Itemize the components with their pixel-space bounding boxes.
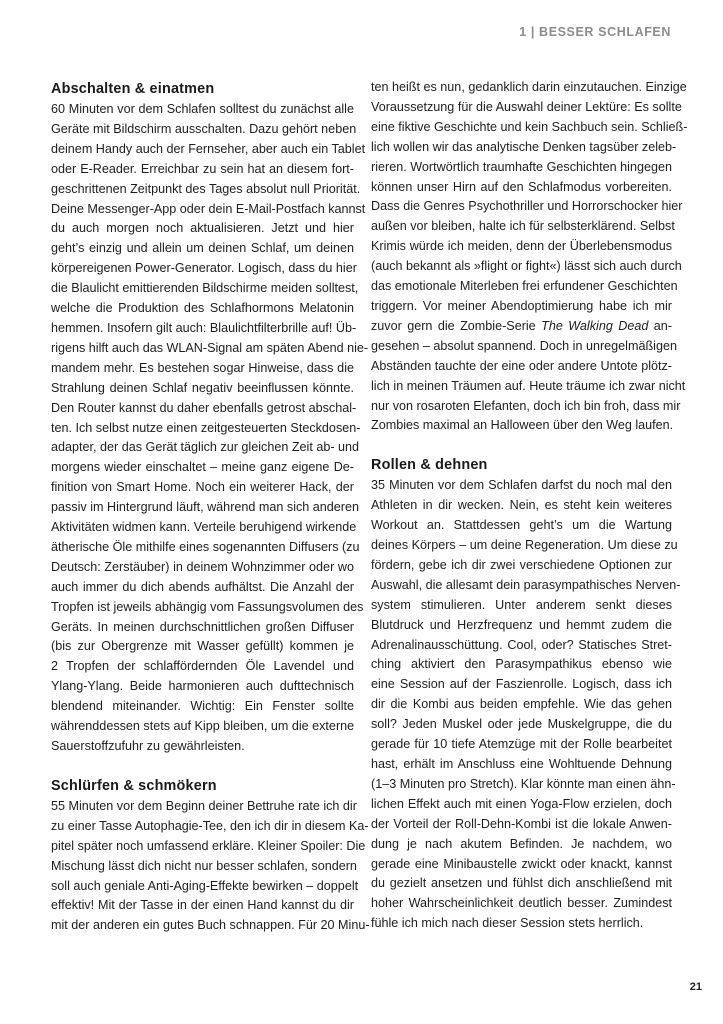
text-fragment: passiv im Hintergrund läuft, während man sich anderen	[51, 500, 360, 515]
text-fragment: Mischung lässt dich nicht nur besser schlafen, sondern	[51, 858, 357, 873]
text-fragment: soll? Jeden Muskel oder jede Muskelgruppe, die du	[371, 717, 672, 732]
text-line	[51, 478, 354, 498]
text-line	[51, 558, 354, 578]
text-fragment: hast, erhält im Anschluss eine Wohltuende Dehnung	[371, 757, 672, 771]
text-fragment: Auswahl, die allesamt dein parasympathisches Nerven-	[371, 577, 681, 592]
text-line	[51, 399, 357, 419]
text-line	[51, 419, 361, 439]
text-line	[371, 596, 672, 616]
text-fragment: 35 Minuten vor dem Schlafen darfst du noch mal den	[371, 478, 672, 493]
text-fragment: mit der anderen ein gutes Buch schnappen. Für 20 Minu-	[51, 918, 370, 933]
text-line	[371, 516, 672, 536]
text-fragment: eine Session auf der Faszienrolle. Logisch, dass ich	[371, 677, 672, 692]
heading-rollen: Rollen & dehnen	[371, 457, 488, 474]
text-line	[371, 874, 672, 894]
text-fragment: gesehen – absolut spannend. Doch in unregelmäßigen	[371, 338, 677, 353]
text-line	[371, 297, 672, 317]
text-line	[51, 259, 357, 279]
left-column	[51, 78, 370, 936]
text-fragment: morgens wieder einschaltet – meine ganz eigene De-	[51, 460, 354, 475]
text-fragment: Deutsch: Zerstäuber) in deinem Wohnzimmer oder wo	[51, 559, 354, 574]
text-line	[371, 178, 672, 198]
text-fragment: Deine Messenger-App oder dein E-Mail-Postfach kannst	[51, 201, 366, 216]
text-fragment: Blutdruck und Herzfrequenz und hemmt zudem die	[371, 617, 672, 632]
text-fragment: triggern. Vor meiner Abendoptimierung habe ich mir	[371, 298, 672, 313]
text-fragment: ten. Ich selbst nutze einen zeitgesteuerten Steckdosen-	[51, 420, 361, 435]
text-line	[51, 458, 354, 478]
text-fragment: pitel später noch umfassend erkläre. Kleiner Spoiler: Die	[51, 838, 366, 853]
text-line	[51, 697, 354, 717]
text-line	[371, 158, 672, 178]
text-line	[51, 717, 354, 737]
body-schluerfen-continued	[371, 78, 688, 436]
text-line	[371, 616, 672, 636]
body-abschalten	[51, 100, 369, 757]
text-line	[371, 894, 672, 914]
text-fragment: (bis zur Obergrenze mit Wasser gefüllt) kommen je	[51, 639, 354, 654]
text-line	[371, 735, 672, 755]
text-fragment: deinem Handy auch der Fernseher, aber auch ein Tablet	[51, 141, 366, 156]
text-line	[371, 377, 686, 397]
text-fragment: 55 Minuten vor dem Beginn deiner Bettruhe rate ich dir	[51, 798, 357, 813]
text-fragment: dir die Kombi aus beiden empfehle. Wie das gehen	[371, 697, 672, 712]
text-fragment: dung je nach akutem Befinden. Je nachdem, wo	[371, 836, 672, 851]
text-fragment: (1–3 Minuten pro Stretch). Klar könnte man einen ähn-	[371, 776, 676, 791]
text-fragment: lich in meinen Träumen auf. Heute träume ich zwar nicht	[371, 378, 686, 393]
text-fragment: system stimulieren. Unter anderem senkt dieses	[371, 597, 672, 612]
text-fragment: du gezielt ansetzen und fühlst dich anschließend mit	[371, 876, 672, 891]
text-fragment: fördern, gebe ich dir zwei verschiedene Optionen zur	[371, 557, 672, 572]
text-fragment: Workout an. Stattdessen geht’s um die Wartung	[371, 518, 672, 533]
text-fragment: Tropfen ist jeweils abhängig vom Fassungsvolumen des	[51, 599, 364, 614]
right-column	[371, 78, 688, 934]
text-fragment: Geräte mit Bildschirm ausschalten. Dazu gehört neben	[51, 121, 357, 136]
text-fragment: 2 Tropfen der schlaffördernden Öle Lavendel und	[51, 659, 354, 674]
text-fragment: Den Router kannst du daher ebenfalls getrost abschal-	[51, 400, 357, 415]
text-line	[51, 598, 364, 618]
text-fragment: Athleten in dir wecken. Nein, es steht kein weiteres	[371, 498, 672, 513]
text-fragment: zuvor gern die Zombie-Serie	[371, 318, 542, 333]
text-line	[51, 100, 354, 120]
text-fragment: Ylang-Ylang. Beide harmonieren auch dufttechnisch	[51, 679, 354, 694]
text-line	[371, 257, 682, 277]
text-fragment: Dass die Genres Psychothriller und Horrorschocker hier	[371, 199, 683, 214]
text-line	[51, 160, 354, 180]
text-fragment: effektiv! Mit der Tasse in der einen Hand kannst du dir	[51, 898, 354, 913]
text-fragment: außen vor bleiben, halte ich für selbsterklärend. Selbst	[371, 219, 675, 234]
text-fragment: hemmen. Insofern gilt auch: Blaulichtfilterbrille auf! Üb-	[51, 320, 357, 335]
text-fragment: die Blaulicht emittierenden Bildschirme meiden solltest,	[51, 281, 359, 296]
heading-schluerfen: Schlürfen & schmökern	[51, 777, 217, 794]
text-fragment: finition von Smart Home. Noch ein weiterer Hack, der	[51, 480, 354, 495]
text-line	[51, 239, 354, 259]
text-fragment: mandem mehr. Es bestehen sogar Hinweise, dass die	[51, 360, 354, 375]
text-fragment: der Vorteil der Roll-Dehn-Kombi ist die lokale Anwen-	[371, 816, 672, 831]
text-fragment: welche die Produktion des Schlafhormons Melatonin	[51, 301, 354, 316]
text-fragment: Zombies maximal an Halloween über den Weg laufen.	[371, 418, 674, 433]
text-line	[371, 576, 681, 596]
text-line	[51, 379, 354, 399]
text-line	[371, 675, 672, 695]
text-fragment: Sauerstoffzufuhr zu gewährleisten.	[51, 739, 245, 753]
text-line	[371, 337, 677, 357]
text-line	[51, 299, 354, 319]
text-line	[371, 98, 682, 118]
text-fragment: Adrenalinausschüttung. Cool, oder? Statisches Stret-	[371, 637, 672, 652]
text-line	[371, 138, 677, 158]
body-schluerfen	[51, 797, 370, 936]
text-line	[371, 197, 683, 217]
text-fragment: fühle ich mich nach dieser Session stets herrlich.	[371, 916, 644, 931]
text-fragment: geht’s einzig und allein um deinen Schlaf, um deinen	[51, 241, 354, 256]
text-fragment: währenddessen stets auf Kipp bleiben, um die externe	[51, 719, 355, 734]
text-fragment: 60 Minuten vor dem Schlafen solltest du zunächst alle	[51, 102, 354, 116]
text-fragment: soll auch geniale Anti-Aging-Effekte bewirken – doppelt	[51, 878, 359, 893]
text-line	[51, 518, 357, 538]
text-fragment: Voraussetzung für die Auswahl deiner Lektüre: Es sollte	[371, 99, 682, 114]
text-fragment: gerade für 10 tiefe Atemzüge mit der Rolle bearbeitet	[371, 737, 672, 752]
text-line	[371, 815, 672, 835]
text-line	[51, 578, 354, 598]
text-line	[371, 357, 672, 377]
text-line	[51, 319, 357, 339]
text-fragment: (auch bekannt als »flight or fight«) lässt sich auch durch	[371, 259, 682, 274]
text-line	[51, 498, 360, 518]
text-fragment: adapter, der das Gerät täglich zur gleichen Zeit ab- und	[51, 440, 360, 455]
italic-title: The Walking Dead	[541, 318, 649, 333]
text-line	[371, 397, 681, 417]
text-fragment: Abständen tauchte der eine oder andere Untote plötz-	[371, 358, 672, 373]
body-rollen	[371, 476, 681, 934]
running-head: 1 | BESSER SCHLAFEN	[519, 25, 671, 39]
text-fragment: können unser Hirn auf den Schlafmodus vorbereiten.	[371, 179, 672, 194]
text-line	[51, 359, 354, 379]
page-number: 21	[689, 981, 702, 993]
text-line	[371, 636, 672, 656]
text-line	[371, 277, 678, 297]
text-fragment: Krimis würde ich meiden, denn der Überlebensmodus	[371, 239, 672, 254]
text-line	[371, 855, 672, 875]
text-line	[51, 916, 370, 936]
text-fragment: Aktivitäten widmen kann. Verteile beruhigend wirkende	[51, 520, 357, 535]
text-fragment: das emotionale Miterleben frei erfundener Geschichten	[371, 279, 678, 294]
text-line	[51, 737, 354, 757]
text-line	[51, 180, 361, 200]
text-line	[51, 857, 357, 877]
text-line	[51, 677, 354, 697]
text-fragment: ätherische Öle mithilfe eines sogenannten Diffusers (zu	[51, 539, 360, 554]
text-fragment: körpereigenen Power-Generator. Logisch, dass du hier	[51, 261, 357, 276]
text-line	[371, 78, 687, 98]
text-fragment: ching aktiviert den Parasympathikus ebenso wie	[371, 657, 672, 672]
text-line	[371, 655, 672, 675]
text-fragment: rieren. Wortwörtlich traumhafte Geschichten hingegen	[371, 159, 672, 174]
text-line	[51, 438, 360, 458]
text-line	[371, 118, 688, 138]
text-line	[51, 637, 354, 657]
text-fragment: ten heißt es nun, gedanklich darin einzutauchen. Einzige	[371, 80, 687, 94]
text-line	[51, 538, 360, 558]
text-line	[371, 476, 672, 496]
text-line	[51, 837, 366, 857]
text-line	[51, 120, 357, 140]
text-line	[51, 339, 369, 359]
text-line	[51, 817, 369, 837]
text-line	[51, 618, 354, 638]
text-line	[371, 536, 678, 556]
text-line	[371, 496, 672, 516]
text-line	[371, 556, 672, 576]
heading-abschalten: Abschalten & einatmen	[51, 81, 215, 97]
text-fragment: an-	[648, 318, 673, 333]
text-line	[51, 896, 354, 916]
text-fragment: geschrittenen Zeitpunkt des Tages absolut null Priorität.	[51, 181, 361, 196]
text-line	[371, 795, 672, 815]
text-line	[51, 657, 354, 677]
text-line	[51, 279, 359, 299]
text-fragment: gerade eine Minibaustelle zwickt oder knackt, kannst	[371, 856, 672, 871]
text-fragment: deines Körpers – um deine Regeneration. Um diese zu	[371, 538, 678, 553]
text-line	[51, 877, 359, 897]
text-fragment: du auch morgen noch aktualisieren. Jetzt und hier	[51, 221, 354, 236]
text-fragment: blendend miteinander. Wichtig: Ein Fenster sollte	[51, 699, 354, 714]
text-fragment: Geräts. In meinen durchschnittlichen großen Diffuser	[51, 619, 354, 634]
text-line	[371, 835, 672, 855]
text-line	[371, 237, 672, 257]
text-line	[51, 200, 366, 220]
text-fragment: lichen Effekt auch mit einen Yoga-Flow erzielen, doch	[371, 796, 672, 811]
text-fragment: nur von rosaroten Elefanten, doch ich bin froh, dass mir	[371, 398, 681, 413]
text-line	[371, 755, 672, 775]
text-line	[371, 416, 672, 436]
text-fragment: lich wollen wir das analytische Denken tagsüber zeleb-	[371, 139, 677, 154]
text-line	[51, 797, 357, 817]
text-line	[51, 140, 366, 160]
text-fragment: eine fiktive Geschichte und kein Sachbuch sein. Schließ-	[371, 119, 688, 134]
text-line	[371, 914, 672, 934]
text-line	[371, 317, 672, 337]
text-fragment: zu einer Tasse Autophagie-Tee, den ich dir in diesem Ka-	[51, 818, 369, 833]
text-line	[371, 695, 672, 715]
text-fragment: rigens hilft auch das WLAN-Signal am späten Abend nie-	[51, 340, 369, 355]
text-fragment: oder E-Reader. Erreichbar zu sein hat an diesem fort-	[51, 161, 354, 176]
text-fragment: hoher Wahrscheinlichkeit deutlich besser. Zumindest	[371, 896, 672, 911]
text-fragment: auch immer du dich abends aufhältst. Die Anzahl der	[51, 579, 354, 594]
text-line	[371, 217, 675, 237]
text-line	[371, 715, 672, 735]
text-line	[51, 219, 354, 239]
text-fragment: Strahlung deinen Schlaf negativ beeinflussen könnte.	[51, 380, 354, 395]
text-line	[371, 775, 676, 795]
